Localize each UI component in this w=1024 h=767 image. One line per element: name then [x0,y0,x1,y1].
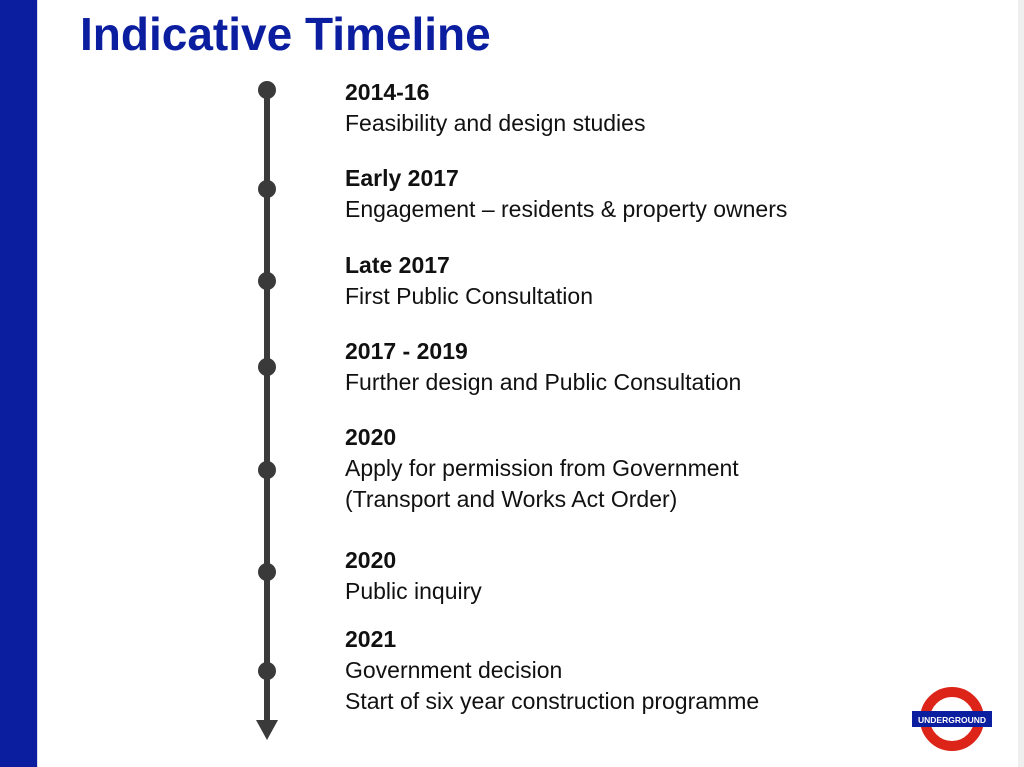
entry-date: 2017 - 2019 [345,338,468,364]
roundel-logo-icon [911,686,993,752]
timeline-entry [345,624,759,717]
entry-date: 2020 [345,547,397,573]
entry-description: Further design and Public Consultation [345,369,742,395]
entry-description: Government decision [345,657,563,683]
timeline-node [258,180,276,198]
entry-date: 2021 [345,626,397,652]
timeline-entry [345,163,787,225]
roundel-text: UNDERGROUND [918,715,986,725]
timeline-node [258,81,276,99]
timeline-entry [345,336,741,398]
entry-description: First Public Consultation [345,283,593,309]
entry-date: 2020 [345,424,397,450]
entry-description: (Transport and Works Act Order) [345,486,678,512]
entry-description: Public inquiry [345,578,482,604]
timeline-node [258,358,276,376]
entry-description: Apply for permission from Government [345,455,739,481]
slide-title: Indicative Timeline [80,8,491,60]
timeline-node [258,563,276,581]
timeline-entry [345,545,482,607]
entry-description: Feasibility and design studies [345,110,646,136]
entry-date: Early 2017 [345,165,459,191]
entry-description: Engagement – residents & property owners [345,196,788,222]
timeline-node [258,461,276,479]
timeline-entry [345,77,645,139]
timeline-node [258,272,276,290]
timeline-node [258,662,276,680]
entry-date: Late 2017 [345,252,450,278]
timeline-entry [345,422,739,515]
entry-description: Start of six year construction programme [345,688,760,714]
entry-date: 2014-16 [345,79,430,105]
timeline-arrowhead [256,720,278,740]
timeline-entry [345,250,593,312]
